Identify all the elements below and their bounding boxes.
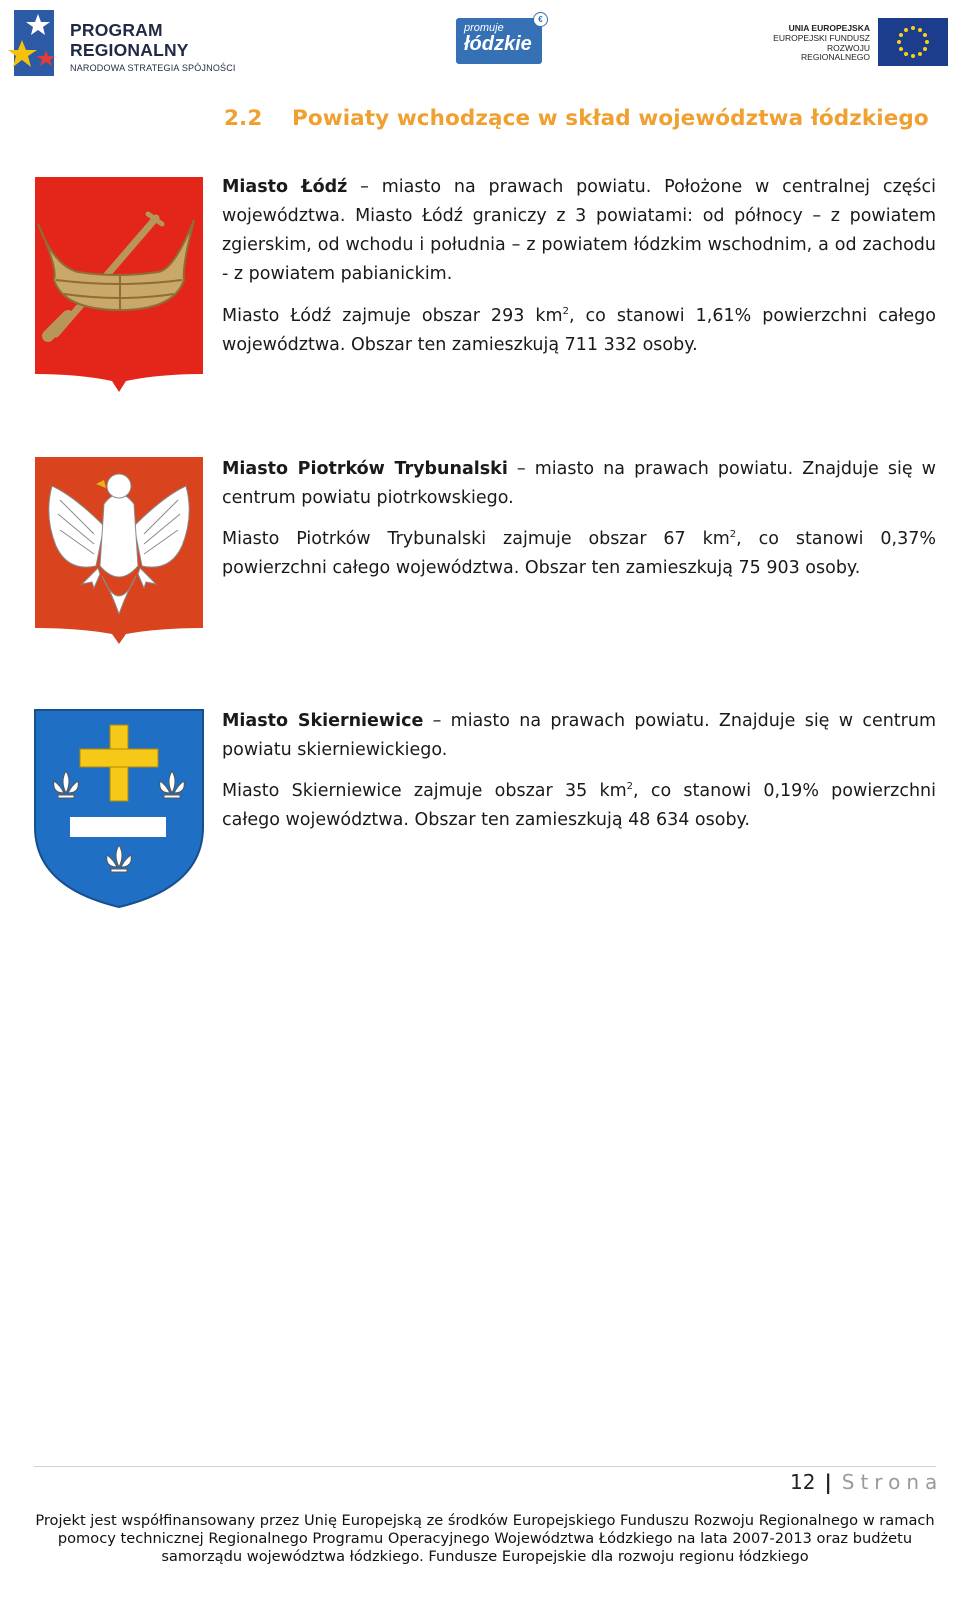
lodz-intro-paragraph <box>222 173 936 289</box>
program-regionalny-logo <box>8 6 238 80</box>
eu-line-2: EUROPEJSKI FUNDUSZ <box>773 32 870 43</box>
skierniewice-area-suffix: , co stanowi 0,19% powierzchni całego województwa. Obszar ten zamieszkują 48 634 osoby. <box>222 781 936 830</box>
eu-line-3: ROZWOJU REGIONALNEGO <box>801 42 870 63</box>
lodz-area-suffix: , co stanowi 1,61% powierzchni całego województwa. Obszar ten zamieszkują 711 332 osoby. <box>222 306 936 355</box>
piotrkow-city-name: Miasto Piotrków Trybunalski <box>222 459 508 479</box>
skierniewice-intro-paragraph <box>222 707 936 765</box>
piotrkow-intro-paragraph <box>222 455 936 513</box>
footer-funding-note: Projekt jest współfinansowany przez Unię Europejską ze środków Europejskiego Funduszu Rozwoju Regionalnego w ramach pomocy technicznej Regionalnego Programu Operacyjnego Województwa Łódzkiego na lata 2007-2013 oraz budżetu samorządu województwa łódzkiego. Fundusze Europejskie dla rozwoju regionu łódzkiego <box>35 1512 935 1565</box>
logo-promuje-text: promuje <box>464 22 504 34</box>
eu-flag-icon <box>878 18 948 66</box>
section-number: 2.2 <box>224 106 263 131</box>
section-heading <box>224 106 929 131</box>
piotrkow-coat-of-arms-icon <box>34 456 204 646</box>
piotrkow-area-paragraph <box>222 525 936 583</box>
euro-icon: € <box>533 12 548 27</box>
logo-line-2: REGIONALNY <box>70 39 189 60</box>
lodz-area-sup: 2 <box>562 306 569 317</box>
piotrkow-area-suffix: , co stanowi 0,37% powierzchni całego województwa. Obszar ten zamieszkują 75 903 osoby. <box>222 529 936 578</box>
skierniewice-area-prefix: Miasto Skierniewice zajmuje obszar 35 km <box>222 781 627 801</box>
logo-lodzkie-text: łódzkie <box>464 33 532 55</box>
page-number-block <box>790 1470 943 1494</box>
lodz-coat-of-arms-icon <box>34 176 204 394</box>
skierniewice-area-paragraph <box>222 777 936 835</box>
lodz-area-paragraph <box>222 302 936 360</box>
logo-line-1: PROGRAM <box>70 20 163 40</box>
page-separator: | <box>824 1470 832 1494</box>
section-title: Powiaty wchodzące w skład województwa łódzkiego <box>292 106 929 131</box>
skierniewice-intro-text: – miasto na prawach powiatu. Znajduje się w centrum powiatu skierniewickiego. <box>222 711 937 760</box>
skierniewice-coat-of-arms-icon <box>34 709 204 909</box>
page-word: Strona <box>841 1470 944 1494</box>
star-emblem-icon <box>8 6 66 80</box>
skierniewice-area-sup: 2 <box>626 781 634 792</box>
piotrkow-intro-text: – miasto na prawach powiatu. Znajduje się w centrum powiatu piotrkowskiego. <box>222 459 936 508</box>
lodz-city-name: Miasto Łódź <box>222 177 348 197</box>
skierniewice-city-name: Miasto Skierniewice <box>222 711 424 731</box>
piotrkow-area-prefix: Miasto Piotrków Trybunalski zajmuje obszar 67 km <box>222 529 730 549</box>
logo-line-3: NARODOWA STRATEGIA SPÓJNOŚCI <box>70 63 236 73</box>
lodz-intro-text: – miasto na prawach powiatu. Położone w centralnej części województwa. Miasto Łódź graniczy z 3 powiatami: od północy – z powiatem zgierskim, od wchodu i południa – z powiatem łódzkim wschodnim, a od zachodu - z powiatem pabianickim. <box>222 177 937 284</box>
footer-divider <box>34 1466 936 1467</box>
lodz-area-prefix: Miasto Łódź zajmuje obszar 293 km <box>222 306 563 326</box>
eu-line-1: UNIA EUROPEJSKA <box>788 23 870 33</box>
piotrkow-area-sup: 2 <box>729 529 737 540</box>
page-number: 12 <box>790 1470 816 1494</box>
eu-logo <box>762 18 954 68</box>
promuje-lodzkie-logo <box>456 12 548 68</box>
